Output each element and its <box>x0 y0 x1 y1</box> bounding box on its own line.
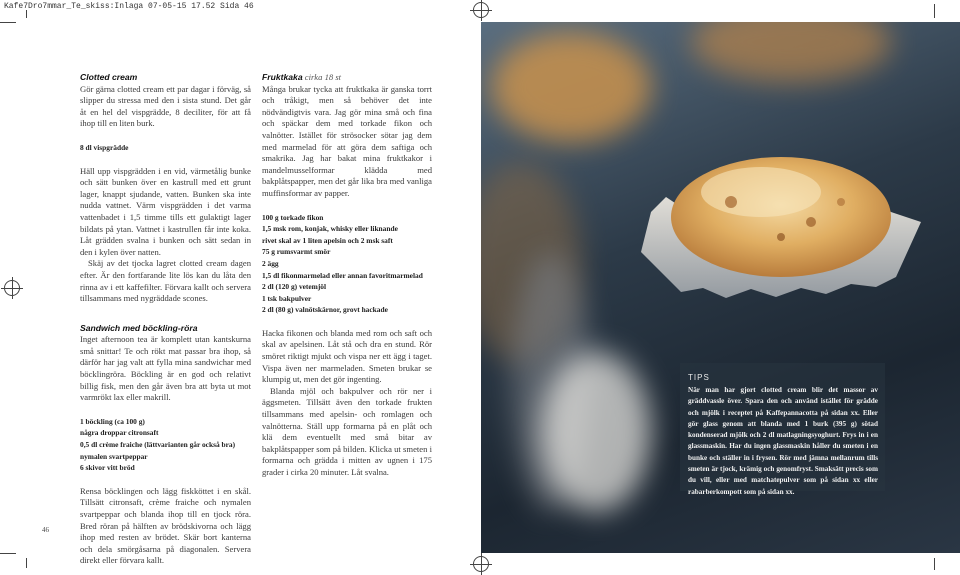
ingredient-line: 0,5 dl crème fraiche (lättvarianten går också bra) <box>80 440 236 450</box>
crop-mark <box>934 4 935 18</box>
tips-body: När man har gjort clotted cream blir det massor av gräddvassle över. Spara den och använd istället för grädde och mjölk i receptet på Kaffepannacotta på sidan xx. Eller gör glass genom att blanda med 1 burk (395 g) sötad kondenserad mjölk och 2 dl matlagningsyoghurt. Frys in i en glassmaskin. Har du ingen glassmaskin håller du smeten i en bunke och ställer in i frysen. Rör med jämna mellanrum tills smeten är tjock, krämig och genomfryst. Smaksätt precis som du vill, eller med matchatepulver som på sidan xx eller rabarberkompott som på sidan xx. <box>688 386 878 496</box>
recipe-yield: cirka 18 st <box>304 72 342 82</box>
ingredient-line: 6 skivor vitt bröd <box>80 463 135 473</box>
tips-title: TIPS <box>688 373 710 382</box>
registration-mark <box>473 556 489 572</box>
fruktkaka-intro: Många brukar tycka att fruktkaka är ganska torrt och tråkigt, men så behöver det inte nödvändigtvis vara. Jag gör mina små och fina och späckar dem med torkade fikon och valnötter. Istället för strösocker sötar jag dem med marmelad för att göra dem saftiga och smakrika. Jag har bakat mina fruktkakor i mandelmusselformar klädda med bakplåtspapper, men det går lika bra med vanliga muffinsformar av papper. <box>262 83 432 198</box>
fruktkaka-method-2: Blanda mjöl och bakpulver och rör ner i äggsmeten. Tillsätt även den torkade frukten tillsammans med apelsin- och romlagen och valnötterna. Ställ upp formarna på en plåt och klä dem eventuellt med små bitar av bakplåtspapper som på bilden. Klicka ut smeten i formarna och grädda i mitten av ugnen i 175 grader i cirka 20 minuter. Låt svalna. <box>262 385 432 477</box>
ingredient-line: 100 g torkade fikon <box>262 212 324 222</box>
middle-column <box>262 72 432 479</box>
crop-mark <box>0 553 16 554</box>
clotted-cream-method-2: Skäj av det tjocka lagret clotted cream dagen efter. Är den fortfarande lite lös kan du låta den rinna av i ett kaffefilter. Förvara kallt och servera tillsammans med nygräddade scones. <box>80 258 251 304</box>
registration-mark <box>473 2 489 18</box>
recipe-title-clotted-cream: Clotted cream <box>80 72 138 82</box>
crop-mark <box>26 10 27 18</box>
clotted-cream-method: Häll upp vispgrädden i en vid, värmetålig bunke och sätt bunken över en kastrull med ett grunt lager, knappt sjudande, vatten. Bunken ska inte nudda vattnet. Värm vispgrädden i det varma vattenbadet i 1,5 timme tills ett gulaktigt lager bildats på ytan. Vattnet i kastrullen får inte koka. Låt grädden svalna i bunken och sätt sedan in den i kylen över natten. <box>80 165 251 257</box>
print-slug: Kafe7Dro7mmar_Te_skiss:Inlaga 07-05-15 17.52 Sida 46 <box>4 2 254 11</box>
ingredient-line: rivet skal av 1 liten apelsin och 2 msk saft <box>262 235 393 245</box>
registration-mark <box>4 280 20 296</box>
foreground-blur <box>541 352 651 512</box>
recipe-title-sandwich: Sandwich med böckling-röra <box>80 322 198 333</box>
tips-box <box>680 363 885 496</box>
crop-mark <box>0 22 16 23</box>
ingredient-line: 8 dl vispgrädde <box>80 142 129 152</box>
ingredient-line: nymalen svartpeppar <box>80 451 148 461</box>
ingredient-line: 1,5 msk rom, konjak, whisky eller liknande <box>262 224 398 234</box>
left-column <box>80 72 251 567</box>
page-number: 46 <box>42 526 49 534</box>
ingredient-line: 1 böckling (ca 100 g) <box>80 416 145 426</box>
clotted-cream-intro: Gör gärna clotted cream ett par dagar i förväg, så slipper du stressa med den i sista stund. Det går åt en hel del vispgrädde, 8 deciliter, för att få ihop till en liten burk. <box>80 83 251 129</box>
crop-mark <box>934 558 935 570</box>
ingredient-line: några droppar citronsaft <box>80 428 159 438</box>
sandwich-intro: Inget afternoon tea är komplett utan kantskurna små snittar! Te och rökt mat passar bra ihop, så därför har jag valt att fylla mina sandwichar med böcklingröra. Böckling är en god och relativt billig fisk, men den går även bra att byta ut mot varmrökt lax eller makrill. <box>80 334 251 403</box>
sandwich-method: Rensa böcklingen och lägg fiskköttet i en skål. Tillsätt citronsaft, crème fraiche och nymalen svartpeppar och blanda ihop till en tjock röra. Bred röran på hälften av brödskivorna och lägg ihop med resten av brödet. Skär bort kanterna och dela smörgåsarna på diagonalen. Servera direkt eller förvara kallt. <box>80 485 251 566</box>
ingredient-line: 1 tsk bakpulver <box>262 293 312 303</box>
ingredient-line: 1,5 dl fikonmarmelad eller annan favoritmarmelad <box>262 270 423 280</box>
fruktkaka-method: Hacka fikonen och blanda med rom och saft och skal av apelsinen. Låt stå och dra en stund. Rör smöret riktigt mjukt och vispa ner ett ägg i taget. Vispa även ner marmeladen. Smeten brukar se klumpig ut, men det gör ingenting. <box>262 327 432 385</box>
ingredient-line: 2 dl (80 g) valnötskärnor, grovt hackade <box>262 305 388 315</box>
ingredient-line: 75 g rumsvarmt smör <box>262 247 331 257</box>
ingredient-line: 2 dl (120 g) vetemjöl <box>262 282 327 292</box>
ingredient-line: 2 ägg <box>262 258 279 268</box>
crop-mark <box>26 558 27 568</box>
recipe-title-fruktkaka: Fruktkaka <box>262 72 303 82</box>
